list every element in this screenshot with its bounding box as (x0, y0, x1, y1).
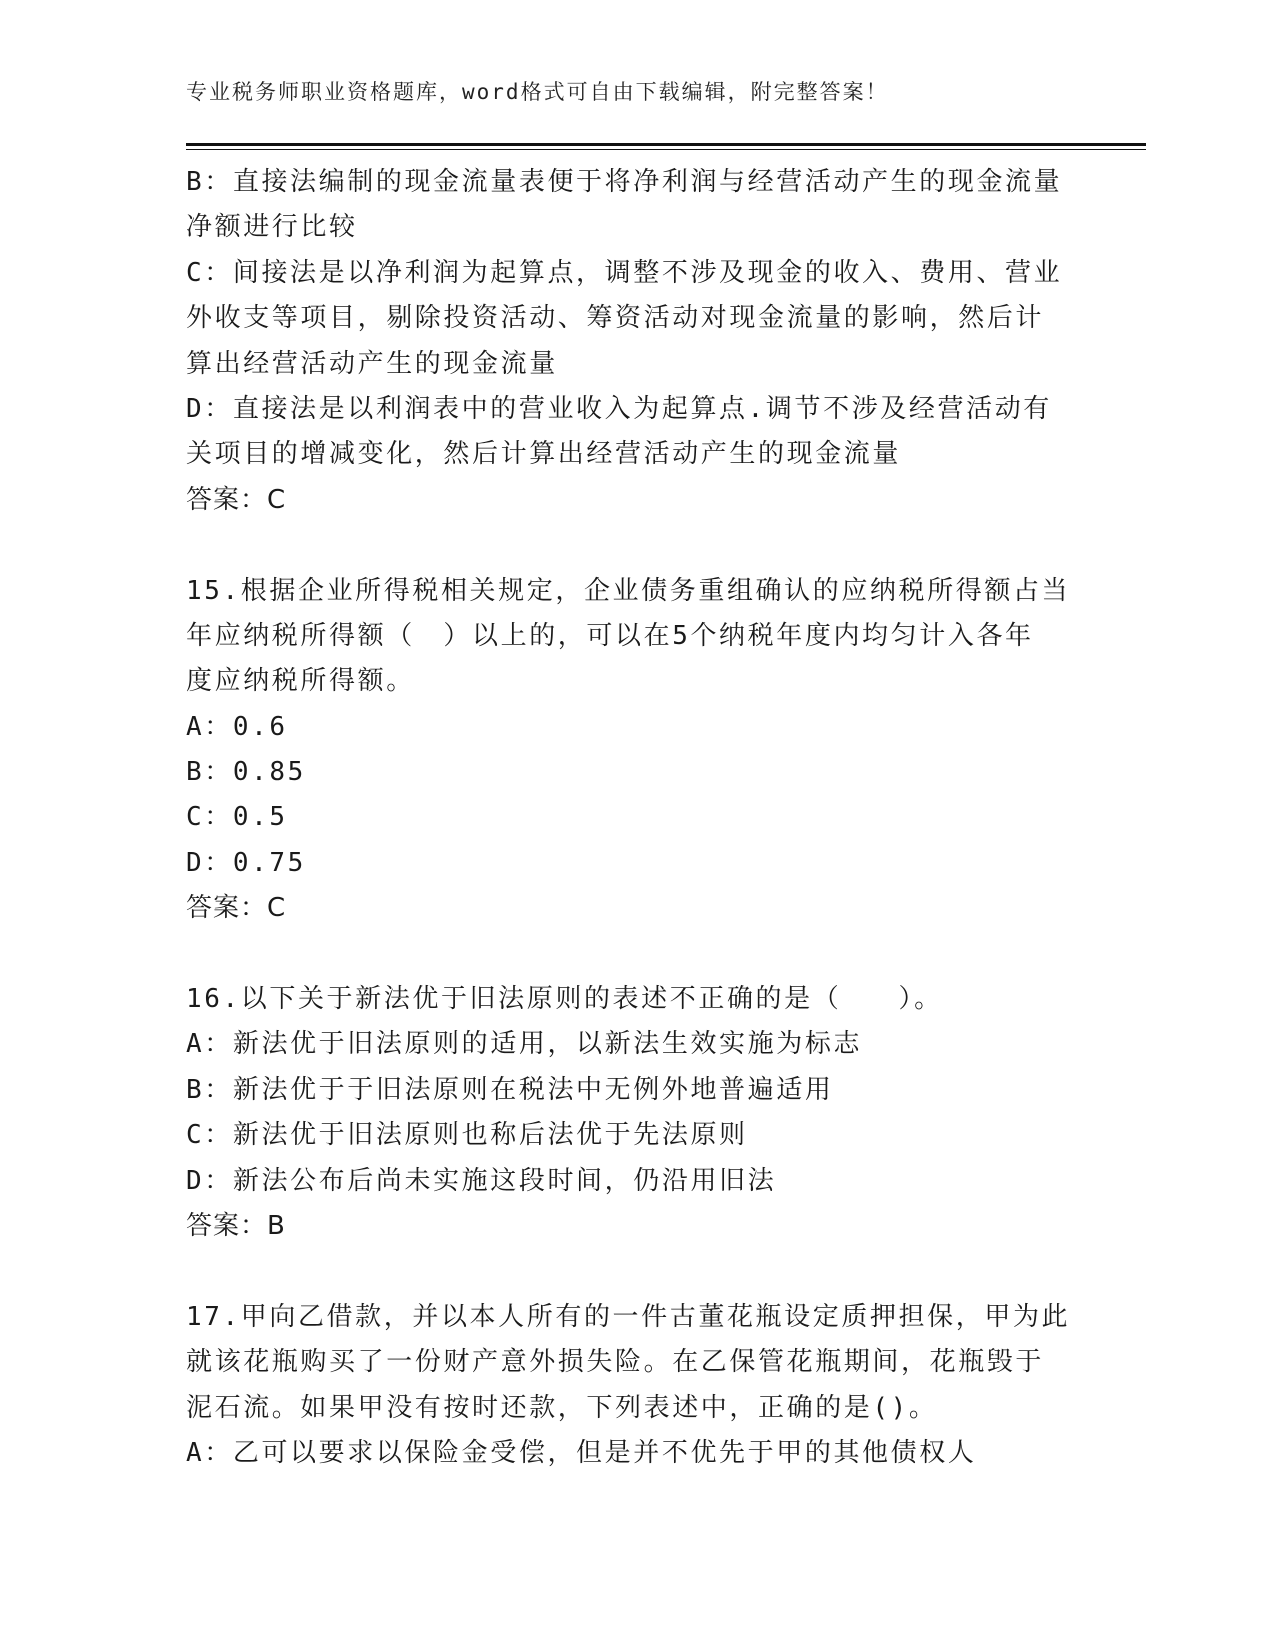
question-line: 泥石流。如果甲没有按时还款，下列表述中，正确的是()。 (186, 1392, 938, 1423)
question-line: 16.以下关于新法优于旧法原则的表述不正确的是（ ）。 (186, 984, 943, 1015)
option-line: 净额进行比较 (186, 212, 358, 243)
question-line: 度应纳税所得额。 (186, 666, 415, 697)
option-line: A：乙可以要求以保险金受偿，但是并不优先于甲的其他债权人 (186, 1437, 977, 1468)
document-body (186, 160, 1071, 1476)
option-line: 算出经营活动产生的现金流量 (186, 348, 558, 379)
question-line: 就该花瓶购买了一份财产意外损失险。在乙保管花瓶期间，花瓶毁于 (186, 1347, 1045, 1378)
answer-line: 答案：C (186, 893, 287, 924)
option-line: B：0.85 (186, 757, 306, 788)
option-line: B：新法优于于旧法原则在税法中无例外地普遍适用 (186, 1074, 834, 1105)
question-line: 15.根据企业所得税相关规定，企业债务重组确认的应纳税所得额占当 (186, 575, 1071, 606)
option-line: A：新法优于旧法原则的适用，以新法生效实施为标志 (186, 1029, 863, 1060)
answer-line: 答案：C (186, 484, 287, 515)
question-line: 17.甲向乙借款，并以本人所有的一件古董花瓶设定质押担保，甲为此 (186, 1301, 1071, 1332)
header-divider-thick (186, 143, 1146, 146)
spacer (186, 523, 1066, 568)
question-line: 年应纳税所得额（ ）以上的，可以在5个纳税年度内均匀计入各年 (186, 620, 1034, 651)
spacer (186, 932, 1066, 977)
option-line: D：直接法是以利润表中的营业收入为起算点.调节不涉及经营活动有 (186, 393, 1052, 424)
header-divider-thin (186, 149, 1146, 150)
option-line: B：直接法编制的现金流量表便于将净利润与经营活动产生的现金流量 (186, 167, 1063, 197)
option-line: A：0.6 (186, 711, 288, 742)
option-line: 外收支等项目，剔除投资活动、筹资活动对现金流量的影响，然后计 (186, 303, 1045, 334)
option-line: D：0.75 (186, 847, 306, 878)
answer-line: 答案：B (186, 1210, 286, 1241)
option-line: C：新法优于旧法原则也称后法优于先法原则 (186, 1120, 748, 1151)
option-line: 关项目的增减变化，然后计算出经营活动产生的现金流量 (186, 439, 902, 470)
page-header: 专业税务师职业资格题库，word格式可自由下载编辑，附完整答案！ (186, 80, 889, 104)
option-line: C：0.5 (186, 802, 288, 833)
spacer (186, 1249, 1066, 1294)
option-line: D：新法公布后尚未实施这段时间，仍沿用旧法 (186, 1165, 777, 1196)
option-line: C：间接法是以净利润为起算点，调整不涉及现金的收入、费用、营业 (186, 257, 1063, 288)
